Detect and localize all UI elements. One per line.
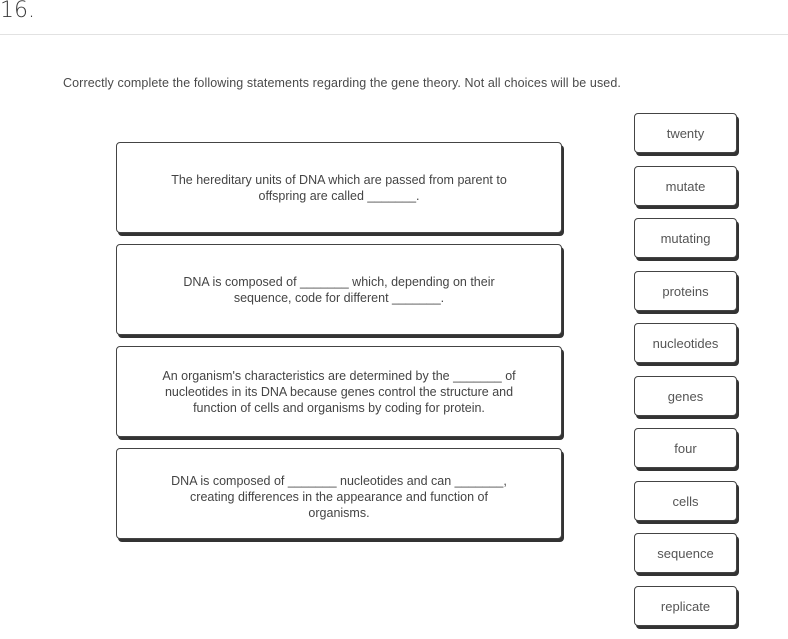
choice-replicate[interactable]: replicate (634, 586, 737, 626)
question-number: 16. (0, 0, 35, 23)
statement-text: The hereditary units of DNA which are passed from parent to offspring are called _______. (171, 172, 507, 203)
statement-text: An organism's characteristics are determined by the _______ of nucleotides in its DNA because genes control the structure and function of cells and organisms by coding for protein. (162, 368, 516, 415)
statement-box-4[interactable] (116, 448, 562, 539)
choice-four[interactable]: four (634, 428, 737, 468)
statement-box-1[interactable] (116, 142, 562, 233)
choice-twenty[interactable]: twenty (634, 113, 737, 153)
statement-text: DNA is composed of _______ nucleotides and can _______, creating differences in the appearance and function of organisms. (171, 474, 507, 520)
instructions-text: Correctly complete the following statements regarding the gene theory. Not all choices will be used. (63, 76, 621, 90)
statement-text: DNA is composed of _______ which, depending on their sequence, code for different _______. (183, 274, 495, 305)
choice-cells[interactable]: cells (634, 481, 737, 521)
choice-sequence[interactable]: sequence (634, 533, 737, 573)
choice-mutating[interactable]: mutating (634, 218, 737, 258)
header-divider (0, 34, 788, 35)
statement-box-2[interactable] (116, 244, 562, 335)
statement-box-3[interactable] (116, 346, 562, 437)
choice-mutate[interactable]: mutate (634, 166, 737, 206)
choice-nucleotides[interactable]: nucleotides (634, 323, 737, 363)
choice-genes[interactable]: genes (634, 376, 737, 416)
choice-proteins[interactable]: proteins (634, 271, 737, 311)
